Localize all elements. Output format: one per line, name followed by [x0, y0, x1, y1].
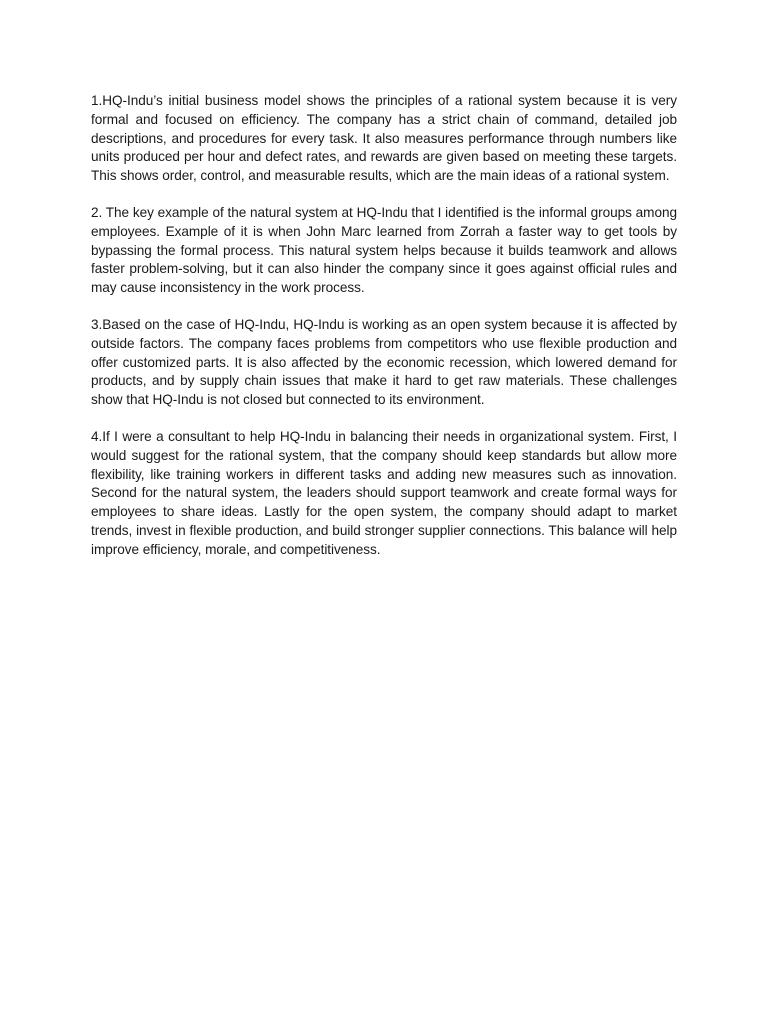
document-body: [91, 92, 677, 578]
paragraph-natural-system: 2. The key example of the natural system at HQ-Indu that I identified is the informal groups among employees. Example of it is when John Marc learned from Zorrah a faster way to get tools by bypassing the formal process. This natural system helps because it builds teamwork and allows faster problem-solving, but it can also hinder the company since it goes against official rules and may cause inconsistency in the work process.: [91, 204, 677, 296]
paragraph-rational-system: 1.HQ-Indu’s initial business model shows the principles of a rational system because it is very formal and focused on efficiency. The company has a strict chain of command, detailed job descriptions, and procedures for every task. It also measures performance through numbers like units produced per hour and defect rates, and rewards are given based on meeting these targets. This shows order, control, and measurable results, which are the main ideas of a rational system.: [91, 93, 677, 184]
paragraph-consultant-recommendation: 4.If I were a consultant to help HQ-Indu in balancing their needs in organizational system. First, I would suggest for the rational system, that the company should keep standards but allow more flexibility, like training workers in different tasks and adding new measures such as innovation. Second for the natural system, the leaders should support teamwork and create formal ways for employees to share ideas. Lastly for the open system, the company should adapt to market trends, invest in flexible production, and build stronger supplier connections. This balance will help improve efficiency, morale, and competitiveness.: [91, 428, 677, 557]
paragraph-open-system: 3.Based on the case of HQ-Indu, HQ-Indu is working as an open system because it is affected by outside factors. The company faces problems from competitors who use flexible production and offer customized parts. It is also affected by the economic recession, which lowered demand for products, and by supply chain issues that make it hard to get raw materials. These challenges show that HQ-Indu is not closed but connected to its environment.: [91, 316, 677, 408]
